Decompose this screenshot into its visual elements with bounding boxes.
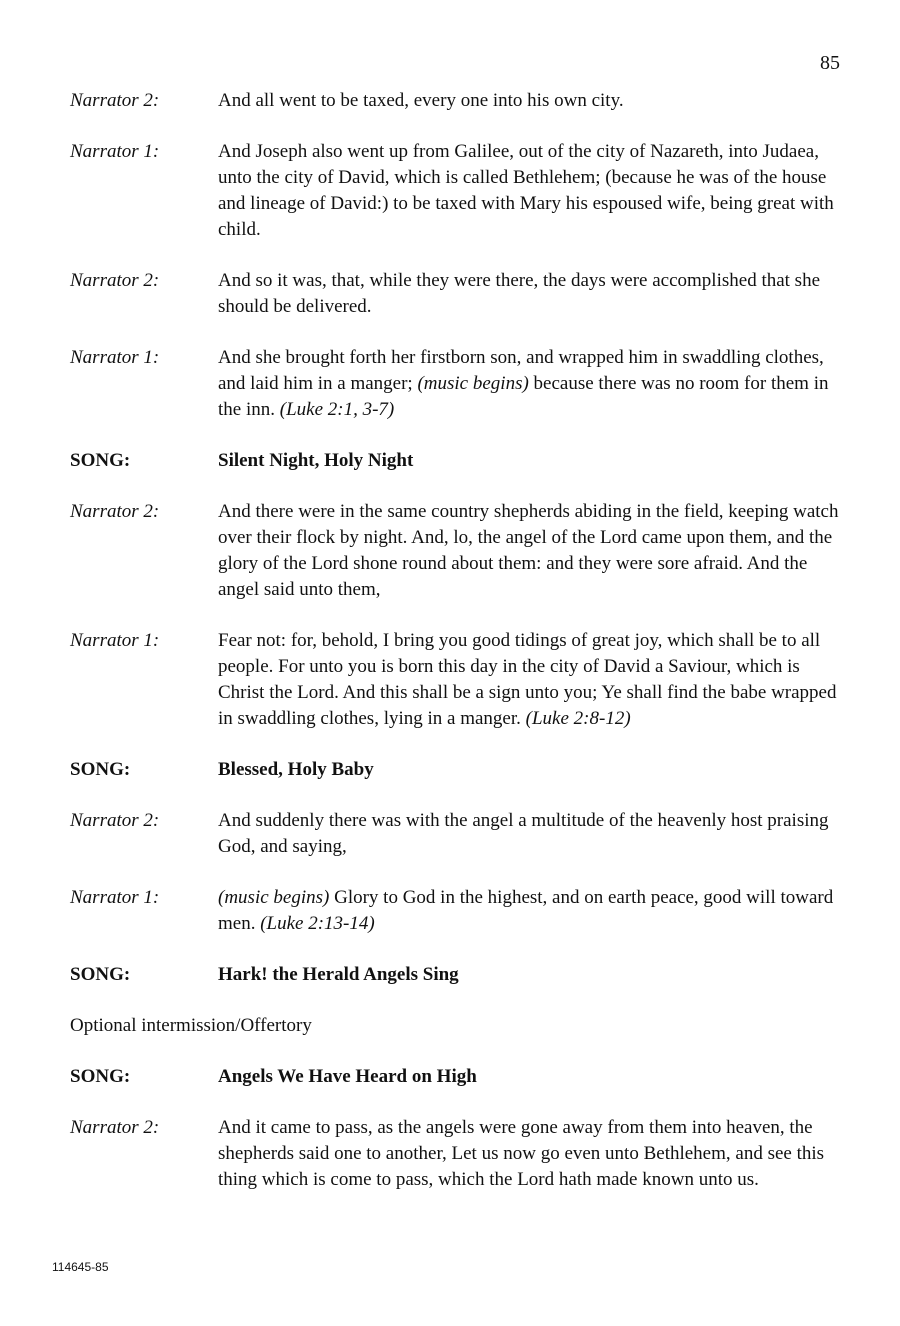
speaker-label: Narrator 1: bbox=[70, 141, 160, 162]
text-segment: Fear not: for, behold, I bring you good tidings of great joy, which shall be to all people. For unto you is born this day in the city of David a Saviour, which is Christ the Lord. And this shall be a sign unto you; Ye shall find the babe wrapped in swaddling clothes, lying in a manger. bbox=[218, 630, 837, 729]
text-segment: Hark! the Herald Angels Sing bbox=[218, 964, 459, 985]
speaker-label: SONG: bbox=[70, 1066, 131, 1087]
song-entry bbox=[70, 962, 840, 988]
speaker-label: Narrator 2: bbox=[70, 1117, 160, 1138]
song-title bbox=[218, 757, 840, 783]
stage-note: (music begins) bbox=[218, 887, 330, 908]
speaker-label: Narrator 2: bbox=[70, 810, 160, 831]
speaker-label: Narrator 2: bbox=[70, 270, 160, 291]
text-segment: And she brought forth her firstborn son, and wrapped him in swaddling clothes, and laid him in a manger; bbox=[218, 347, 824, 394]
speaker-label: Narrator 2: bbox=[70, 501, 160, 522]
text-segment: Angels We Have Heard on High bbox=[218, 1066, 477, 1087]
speaker-label: Narrator 1: bbox=[70, 630, 160, 651]
text-segment: Glory to God in the highest, and on earth peace, good will toward men. bbox=[218, 887, 834, 934]
text-segment: And so it was, that, while they were there, the days were accomplished that she should be delivered. bbox=[218, 270, 821, 317]
speaker-label: SONG: bbox=[70, 964, 131, 985]
text-segment: Blessed, Holy Baby bbox=[218, 759, 374, 780]
stage-note: (music begins) bbox=[417, 373, 529, 394]
song-title bbox=[218, 1064, 840, 1090]
narrator-entry bbox=[70, 88, 840, 114]
narrator-entry bbox=[70, 1115, 840, 1193]
song-entry bbox=[70, 1064, 840, 1090]
entry-text bbox=[218, 345, 840, 423]
narrator-entry bbox=[70, 628, 840, 732]
text-segment: And there were in the same country shepherds abiding in the field, keeping watch over their flock by night. And, lo, the angel of the Lord came upon them, and the glory of the Lord shone round about them: and they were sore afraid. And the angel said unto them, bbox=[218, 501, 839, 600]
entry-text bbox=[218, 268, 840, 320]
narrator-entry bbox=[70, 885, 840, 937]
page-number: 85 bbox=[820, 52, 840, 74]
stage-note: (Luke 2:1, 3-7) bbox=[279, 399, 395, 420]
entry-text bbox=[218, 808, 840, 860]
narrator-entry bbox=[70, 345, 840, 423]
plain-note: Optional intermission/Offertory bbox=[70, 1015, 312, 1036]
text-segment: And it came to pass, as the angels were gone away from them into heaven, the shepherds said one to another, Let us now go even unto Bethlehem, and see this thing which is come to pass, which the Lord hath made known unto us. bbox=[218, 1117, 825, 1190]
text-segment: And suddenly there was with the angel a multitude of the heavenly host praising God, and saying, bbox=[218, 810, 829, 857]
song-entry bbox=[70, 448, 840, 474]
speaker-label: SONG: bbox=[70, 450, 131, 471]
speaker-label: SONG: bbox=[70, 759, 131, 780]
stage-note: (Luke 2:13-14) bbox=[260, 913, 375, 934]
entry-text bbox=[218, 885, 840, 937]
song-title bbox=[218, 448, 840, 474]
entry-text bbox=[218, 628, 840, 732]
song-entry bbox=[70, 757, 840, 783]
speaker-label: Narrator 2: bbox=[70, 90, 160, 111]
narrator-entry bbox=[70, 268, 840, 320]
text-segment: Silent Night, Holy Night bbox=[218, 450, 414, 471]
footer-code: 114645-85 bbox=[52, 1260, 109, 1274]
script-body bbox=[70, 88, 840, 1218]
narrator-entry bbox=[70, 499, 840, 603]
entry-text bbox=[218, 1115, 840, 1193]
text-segment: And Joseph also went up from Galilee, out of the city of Nazareth, into Judaea, unto the city of David, which is called Bethlehem; (because he was of the house and lineage of David:) to be taxed with Mary his espoused wife, being great with child. bbox=[218, 141, 834, 240]
speaker-label: Narrator 1: bbox=[70, 347, 160, 368]
text-segment: because there was no room for them in the inn. bbox=[218, 373, 829, 420]
speaker-label: Narrator 1: bbox=[70, 887, 160, 908]
text-segment: And all went to be taxed, every one into his own city. bbox=[218, 90, 624, 111]
stage-note: (Luke 2:8-12) bbox=[525, 708, 631, 729]
song-title bbox=[218, 962, 840, 988]
entry-text bbox=[218, 139, 840, 243]
entry-text bbox=[218, 88, 840, 114]
narrator-entry bbox=[70, 808, 840, 860]
narrator-entry bbox=[70, 139, 840, 243]
entry-text bbox=[218, 499, 840, 603]
